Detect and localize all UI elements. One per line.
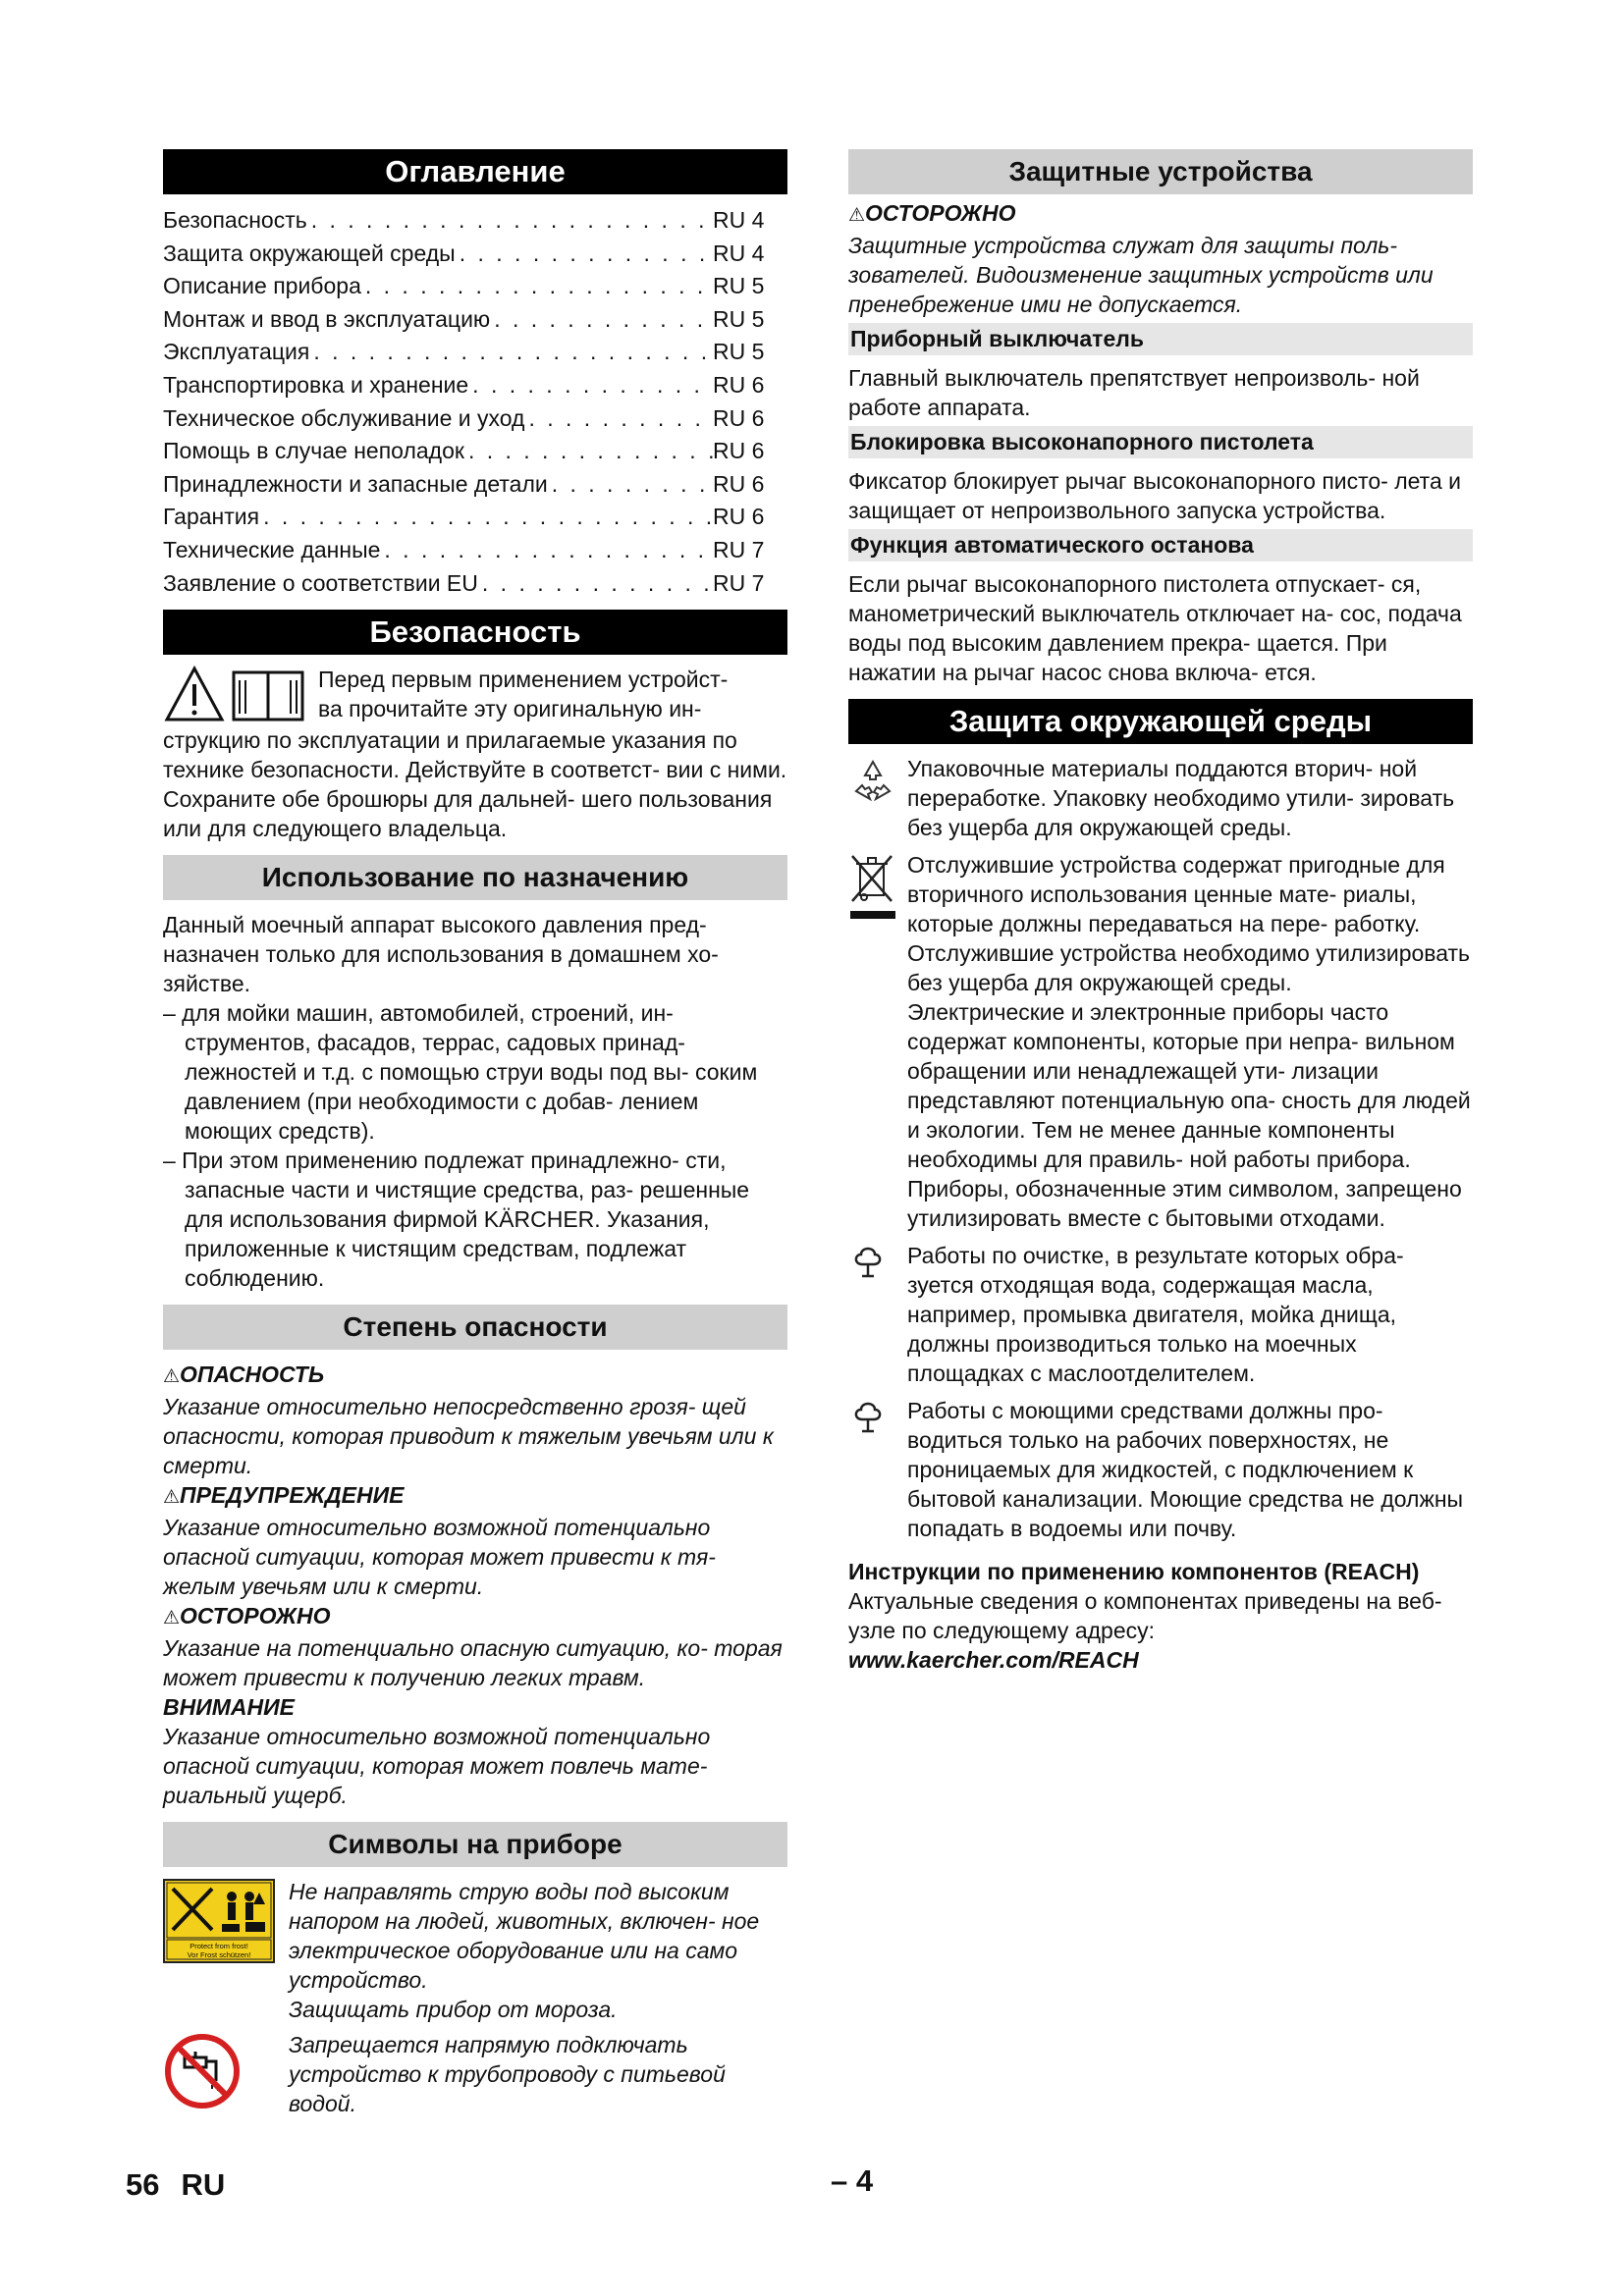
- toc-item-title: Безопасность: [163, 207, 307, 233]
- toc-item-title: Защита окружающей среды: [163, 240, 456, 266]
- toc-item-title: Помощь в случае неполадок: [163, 438, 464, 464]
- safety-intro-rest: струкцию по эксплуатации и прилагаемые указания по технике безопасности. Действуйте в соответст- вии с ними. Сохраните обе брошюры для дальней- шего пользования или для следующего владельца.: [163, 727, 787, 842]
- env-text-2b: Электрические и электронные приборы часто содержат компоненты, которые при непра- вильном обращении или ненадлежащей ути- лизации представляют потенциальную опа- сность для людей и экологии. Тем не менее данные компоненты необходимы для правиль- ной работы прибора. Приборы, обозначенные этим символом, запрещено утилизировать вместе с бытовыми отходами.: [907, 999, 1471, 1231]
- toc-item-page: RU 5: [713, 273, 765, 299]
- toc-item-title: Монтаж и ввод в эксплуатацию: [163, 305, 491, 332]
- toc-item-title: Эксплуатация: [163, 339, 310, 365]
- symbol-row-2: [163, 2030, 787, 2118]
- toc-leader-dots: [309, 336, 713, 369]
- toc-item[interactable]: [163, 567, 787, 601]
- toc-item-page: RU 7: [713, 569, 765, 596]
- warning-triangle-icon: ⚠: [163, 1608, 181, 1629]
- toc-item-title: Транспортировка и хранение: [163, 371, 469, 398]
- env-row-detergent: [848, 1396, 1473, 1543]
- reach-text: Актуальные сведения о компонентах приведены на веб-узле по следующему адресу:: [848, 1588, 1442, 1643]
- crossed-bin-icon: [848, 850, 907, 926]
- reach-url[interactable]: www.kaercher.com/REACH: [848, 1647, 1139, 1673]
- symbol-row-1: [163, 1877, 787, 2024]
- protective-caution-label: ⚠ОСТОРОЖНО: [848, 200, 1016, 226]
- no-drinking-water-connection-icon: [163, 2030, 289, 2115]
- toc-item[interactable]: [163, 238, 787, 271]
- warning-book-icon: [163, 665, 318, 725]
- env-row-cleaning: [848, 1241, 1473, 1388]
- toc-item-page: RU 6: [713, 371, 765, 398]
- reach-heading: Инструкции по применению компонентов (REACH): [848, 1559, 1420, 1584]
- lock-text: Фиксатор блокирует рычаг высоконапорного писто- лета и защищает от непроизвольного запуска устройства.: [848, 468, 1461, 523]
- env-row-weee: [848, 850, 1473, 1233]
- toc-leader-dots: [380, 534, 713, 567]
- warning-triangle-icon: ⚠: [163, 1487, 181, 1509]
- toc-leader-dots: [464, 435, 713, 468]
- safety-intro-line1: Перед первым применением устройст-: [318, 667, 729, 693]
- switch-heading: Приборный выключатель: [848, 323, 1473, 355]
- toc-item[interactable]: [163, 336, 787, 369]
- caution-text: Указание на потенциально опасную ситуацию, ко- торая может привести к получению легких травм.: [163, 1635, 783, 1691]
- usage-text: Данный моечный аппарат высокого давления пред- назначен только для использования в домашнем хо- зяйстве.: [163, 912, 719, 997]
- toc-item-title: Гарантия: [163, 504, 260, 530]
- warning-triangle-icon: ⚠: [848, 205, 866, 226]
- toc-item-title: Принадлежности и запасные детали: [163, 470, 548, 497]
- usage-heading: Использование по назначению: [163, 855, 787, 900]
- notice-text: Указание относительно возможной потенциально опасной ситуации, которая может повлечь мате- риальный ущерб.: [163, 1724, 711, 1809]
- switch-text: Главный выключатель препятствует непроизволь- ной работе аппарата.: [848, 365, 1420, 420]
- toc-item[interactable]: [163, 501, 787, 534]
- warning-text: Указание относительно возможной потенциально опасной ситуации, которая может привести к тя- желым увечьям или к смерти.: [163, 1515, 716, 1600]
- toc-leader-dots: [524, 402, 713, 436]
- toc-item[interactable]: [163, 468, 787, 502]
- safety-heading: Безопасность: [163, 610, 787, 655]
- toc-list: [163, 204, 787, 600]
- toc-item-page: RU 6: [713, 438, 765, 464]
- environment-tree-icon: [848, 1396, 907, 1442]
- toc-item[interactable]: [163, 303, 787, 337]
- env-text-2: Отслужившие устройства содержат пригодные для вторичного использования ценные мате- риалы, которые должны передаваться на пере- работку. Отслужившие устройства необходимо утилизировать без ущерба для окружающей среды.: [907, 852, 1471, 995]
- no-spray-frost-icon: [163, 1877, 289, 1968]
- toc-item-page: RU 6: [713, 404, 765, 431]
- danger-text: Указание относительно непосредственно грозя- щей опасности, которая приводит к тяжелым увечьям или к смерти.: [163, 1394, 774, 1479]
- toc-item[interactable]: [163, 204, 787, 238]
- toc-item-page: RU 4: [713, 240, 765, 266]
- toc-leader-dots: [361, 270, 713, 303]
- auto-stop-text: Если рычаг высоконапорного пистолета отпускает- ся, манометрический выключатель отключает на- сос, подача воды под высоким давлением прекра- щается. При нажатии на рычаг насос снова включа- ется.: [848, 571, 1462, 685]
- environment-heading: Защита окружающей среды: [848, 699, 1473, 744]
- safety-intro-line2: ва прочитайте эту оригинальную ин-: [318, 696, 702, 722]
- env-text-3: Работы по очистке, в результате которых обра- зуется отходящая вода, содержащая масла, например, промывка двигателя, мойка днища, должны производиться только на моечных площадках с маслоотделителем.: [907, 1243, 1404, 1386]
- symbol-1-text: Не направлять струю воды под высоким напором на людей, животных, включен- ное электрическое оборудование или на само устройство.: [289, 1879, 760, 1994]
- usage-item-1: – для мойки машин, автомобилей, строений, ин- струментов, фасадов, террас, садовых принад- лежностей и т.д. с помощью струи воды под вы- соким давлением (при необходимости с добав- лением моющих средств).: [163, 1000, 758, 1145]
- toc-item[interactable]: [163, 534, 787, 567]
- protective-heading: Защитные устройства: [848, 149, 1473, 194]
- hazard-heading: Степень опасности: [163, 1305, 787, 1350]
- toc-item-page: RU 4: [713, 207, 765, 233]
- danger-label: ⚠ОПАСНОСТЬ: [163, 1362, 325, 1388]
- safety-intro: [163, 665, 787, 843]
- env-text-4: Работы с моющими средствами должны про- водиться только на рабочих поверхностях, не проницаемых для жидкостей, с подключением к бытовой канализации. Моющие средства не должны попадать в водоемы или почву.: [907, 1398, 1464, 1541]
- left-column: [163, 149, 787, 2124]
- protect-frost-label: Protect from frost!: [189, 1942, 248, 1951]
- toc-item[interactable]: [163, 435, 787, 468]
- warning-triangle-icon: ⚠: [163, 1366, 181, 1388]
- toc-item[interactable]: [163, 369, 787, 402]
- toc-item-title: Технические данные: [163, 536, 381, 562]
- environment-tree-icon: [848, 1241, 907, 1287]
- auto-stop-heading: Функция автоматического останова: [848, 529, 1473, 561]
- toc-leader-dots: [490, 303, 713, 337]
- toc-item-page: RU 5: [713, 339, 765, 365]
- usage-item-2: – При этом применению подлежат принадлежно- сти, запасные части и чистящие средства, раз- решенные для использования фирмой KÄRCHER. Указания, приложенные к чистящим средствам, подлежат соблюдению.: [163, 1148, 750, 1292]
- recycle-icon: [848, 754, 907, 810]
- symbols-heading: Символы на приборе: [163, 1822, 787, 1867]
- footer-page-info: [126, 2167, 246, 2203]
- toc-item-title: Заявление о соответствии EU: [163, 569, 478, 596]
- symbol-2-text: Запрещается напрямую подключать устройство к трубопроводу с питьевой водой.: [289, 2032, 726, 2117]
- warning-label: ⚠ПРЕДУПРЕЖДЕНИЕ: [163, 1482, 405, 1509]
- env-text-1: Упаковочные материалы поддаются вторич- ной переработке. Упаковку необходимо утили- зировать без ущерба для окружающей среды.: [907, 756, 1455, 840]
- toc-leader-dots: [307, 204, 713, 238]
- toc-leader-dots: [259, 501, 713, 534]
- toc-heading: Оглавление: [163, 149, 787, 194]
- lock-heading: Блокировка высоконапорного пистолета: [848, 426, 1473, 458]
- symbol-1-text-frost: Защищать прибор от мороза.: [289, 1997, 618, 2023]
- toc-leader-dots: [548, 468, 713, 502]
- toc-leader-dots: [478, 567, 713, 601]
- protective-caution-text: Защитные устройства служат для защиты поль- зователей. Видоизменение защитных устройств или пренебрежение ими не допускается.: [848, 233, 1434, 317]
- toc-item[interactable]: [163, 270, 787, 303]
- footer-lang: RU: [181, 2167, 226, 2202]
- toc-item-page: RU 5: [713, 305, 765, 332]
- toc-item[interactable]: [163, 402, 787, 436]
- toc-item-title: Описание прибора: [163, 273, 361, 299]
- toc-leader-dots: [456, 238, 713, 271]
- footer-section-page: – 4: [831, 2163, 874, 2198]
- env-row-recycle: [848, 754, 1473, 842]
- toc-item-page: RU 7: [713, 536, 765, 562]
- toc-item-page: RU 6: [713, 470, 765, 497]
- notice-label: ВНИМАНИЕ: [163, 1694, 296, 1721]
- toc-leader-dots: [468, 369, 713, 402]
- toc-item-page: RU 6: [713, 504, 765, 530]
- toc-item-title: Техническое обслуживание и уход: [163, 404, 525, 431]
- vor-frost-label: Vor Frost schützen!: [187, 1950, 251, 1960]
- footer-page-number: 56: [126, 2167, 160, 2202]
- caution-label: ⚠ОСТОРОЖНО: [163, 1603, 331, 1629]
- right-column: [848, 149, 1473, 1675]
